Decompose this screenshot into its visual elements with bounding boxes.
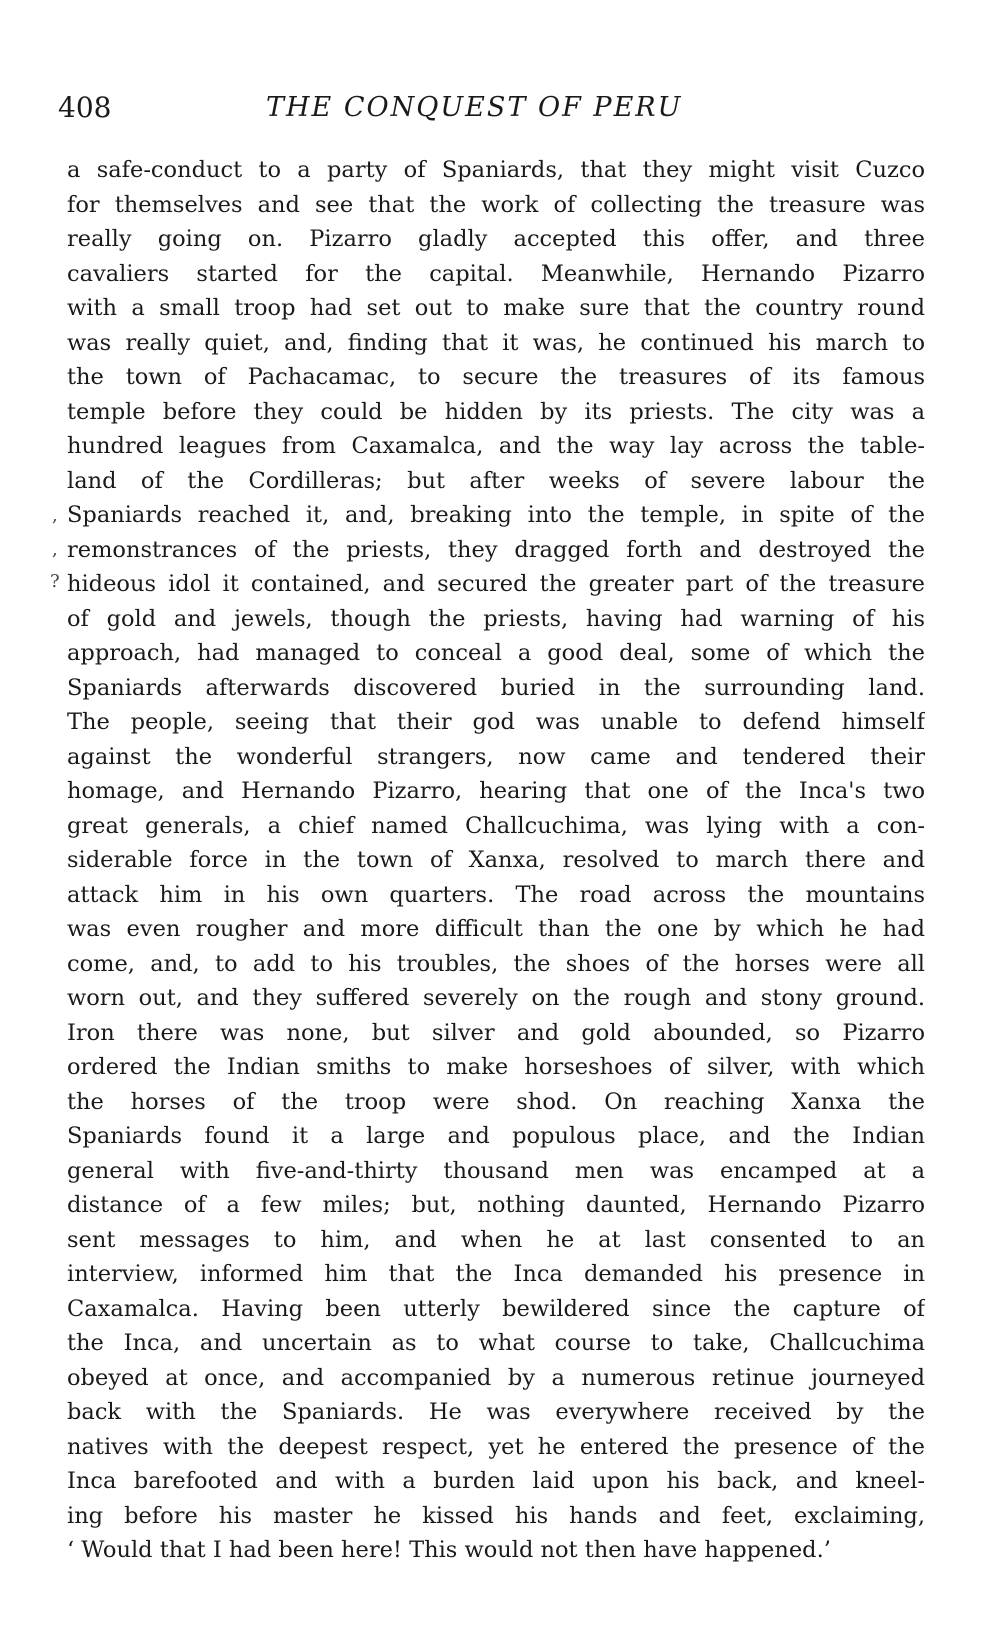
text-line: general with five-and-thirty thousand men was encamped at a — [67, 1157, 925, 1184]
text-line: approach, had managed to conceal a good deal, some of which the — [67, 640, 925, 666]
text-line: great generals, a chief named Challcuchima, was lying with a con- — [67, 812, 925, 839]
text-line: the town of Pachacamac, to secure the treasures of its famous — [67, 364, 925, 390]
text-line: come, and, to add to his troubles, the shoes of the horses were all — [67, 950, 925, 977]
text-line: of gold and jewels, though the priests, having had warning of his — [67, 605, 925, 632]
text-line: cavaliers started for the capital. Meanwhile, Hernando Pizarro — [67, 260, 925, 287]
text-line: The people, seeing that their god was unable to defend himself — [67, 709, 925, 735]
text-line: distance of a few miles; but, nothing daunted, Hernando Pizarro — [67, 1192, 925, 1218]
text-line: ing before his master he kissed his hands and feet, exclaiming, — [67, 1502, 925, 1529]
text-line: siderable force in the town of Xanxa, resolved to march there and — [67, 847, 925, 873]
text-line: temple before they could be hidden by its priests. The city was a — [67, 398, 925, 425]
text-line: land of the Cordilleras; but after weeks of severe labour the — [67, 467, 925, 494]
running-title: THE CONQUEST OF PERU — [266, 92, 683, 123]
text-line: natives with the deepest respect, yet he entered the presence of the — [67, 1433, 925, 1460]
margin-mark: , — [52, 539, 58, 560]
text-line: was really quiet, and, finding that it was, he continued his march to — [67, 329, 925, 356]
text-line: ‘ Would that I had been here! This would not then have happened.’ — [67, 1537, 831, 1563]
text-line: for themselves and see that the work of collecting the treasure was — [67, 191, 925, 218]
text-line: really going on. Pizarro gladly accepted this offer, and three — [67, 226, 925, 252]
text-line: remonstrances of the priests, they dragged forth and destroyed the — [67, 536, 925, 563]
text-line: hundred leagues from Caxamalca, and the way lay across the table- — [67, 433, 925, 459]
text-line: sent messages to him, and when he at last consented to an — [67, 1226, 925, 1253]
body-text — [67, 153, 925, 1568]
text-line: interview, informed him that the Inca demanded his presence in — [67, 1261, 925, 1287]
text-line: Inca barefooted and with a burden laid upon his back, and kneel- — [67, 1468, 925, 1494]
page-number: 408 — [58, 91, 112, 124]
text-line: Iron there was none, but silver and gold abounded, so Pizarro — [67, 1019, 925, 1046]
text-line: back with the Spaniards. He was everywhere received by the — [67, 1399, 925, 1425]
text-line: the Inca, and uncertain as to what course to take, Challcuchima — [67, 1330, 925, 1356]
text-line: attack him in his own quarters. The road across the mountains — [67, 881, 925, 908]
text-line: hideous idol it contained, and secured the greater part of the treasure — [67, 571, 925, 597]
margin-mark: ? — [50, 571, 60, 592]
margin-mark: , — [52, 505, 58, 526]
text-line: Spaniards afterwards discovered buried in the surrounding land. — [67, 674, 925, 701]
text-line: Spaniards found it a large and populous place, and the Indian — [67, 1123, 925, 1149]
text-line: worn out, and they suffered severely on the rough and stony ground. — [67, 985, 925, 1011]
text-line: homage, and Hernando Pizarro, hearing that one of the Inca's two — [67, 778, 925, 804]
text-line: Spaniards reached it, and, breaking into the temple, in spite of the — [67, 502, 925, 528]
text-line: obeyed at once, and accompanied by a numerous retinue journeyed — [67, 1364, 925, 1391]
text-line: a safe-conduct to a party of Spaniards, that they might visit Cuzco — [67, 157, 925, 183]
running-head — [58, 88, 958, 128]
text-line: Caxamalca. Having been utterly bewildered since the capture of — [67, 1295, 925, 1322]
text-line: ordered the Indian smiths to make horseshoes of silver, with which — [67, 1054, 925, 1080]
text-line: was even rougher and more difficult than the one by which he had — [67, 916, 925, 942]
text-line: the horses of the troop were shod. On reaching Xanxa the — [67, 1088, 925, 1115]
text-line: against the wonderful strangers, now came and tendered their — [67, 743, 925, 770]
text-line: with a small troop had set out to make sure that the country round — [67, 295, 925, 321]
